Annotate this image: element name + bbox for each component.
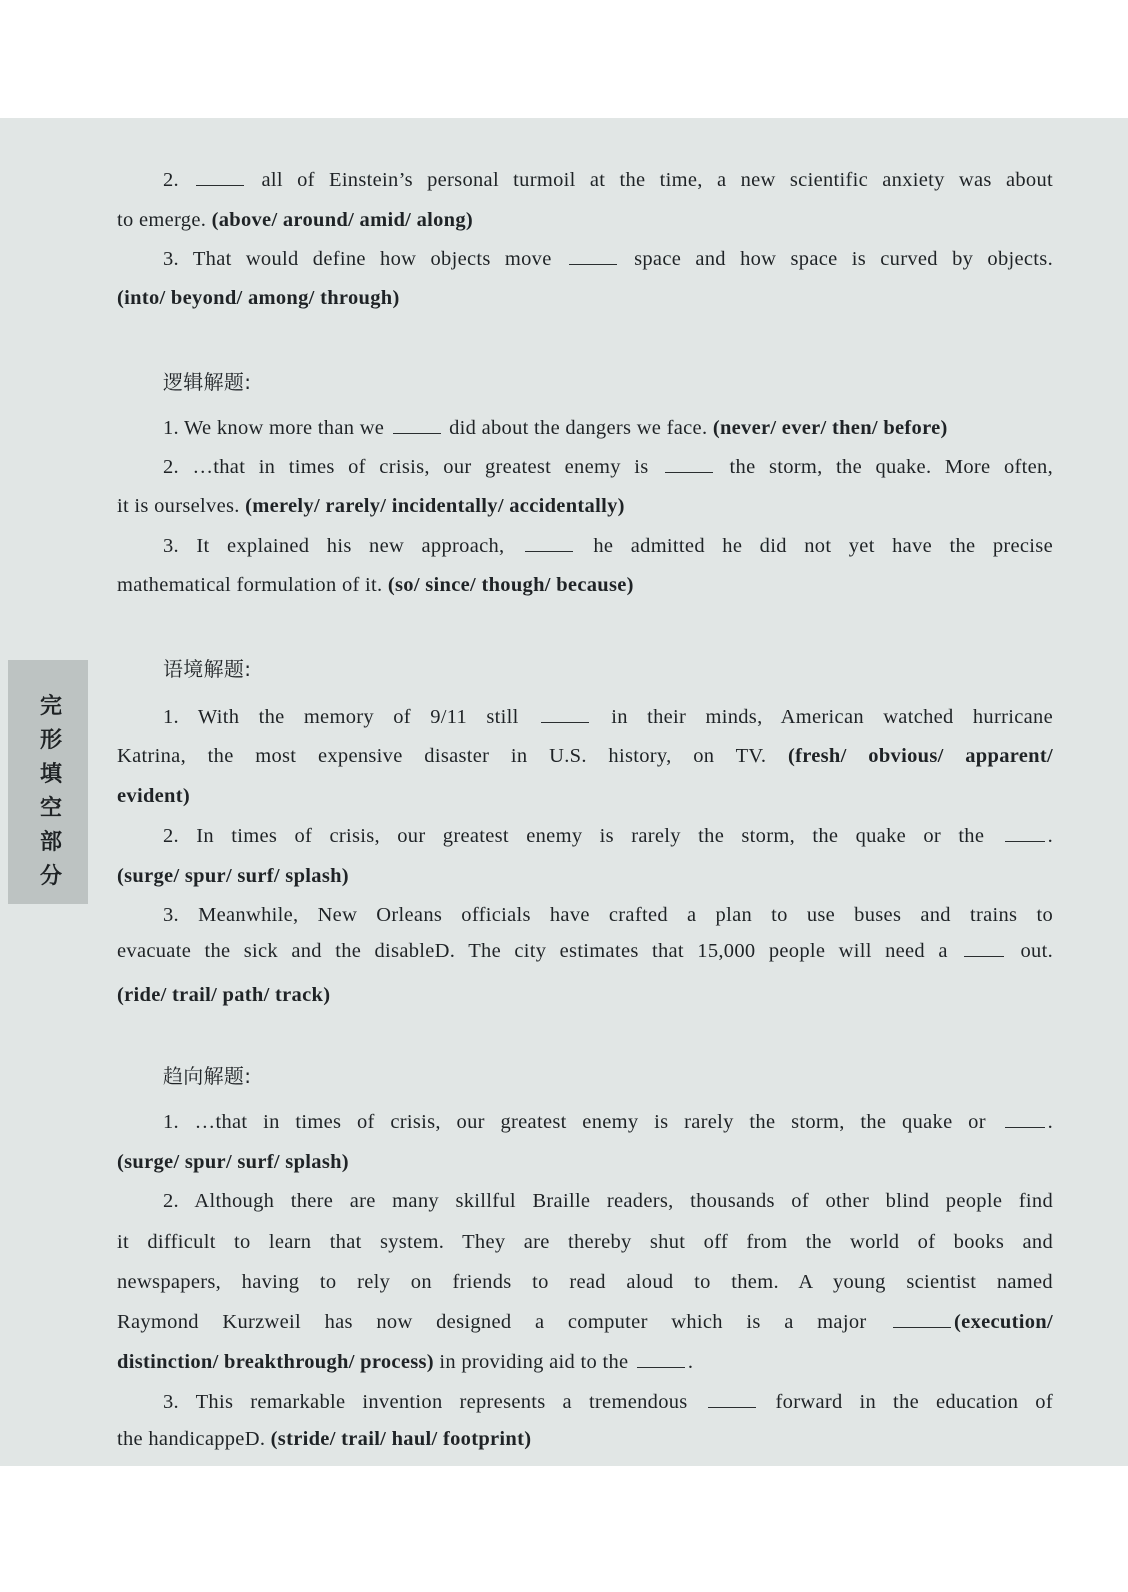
- side-char: 形: [39, 728, 62, 753]
- question-line: [117, 284, 400, 312]
- section-heading: 语境解题:: [163, 657, 252, 681]
- side-char: 完: [39, 694, 62, 719]
- question-line: the handicappeD. (stride/ trail/ haul/ footprint): [117, 1428, 532, 1450]
- question-line: [117, 1148, 349, 1176]
- answer-options: (into/ beyond/ among/ through): [117, 287, 400, 309]
- question-line: 2. Although there are many skillful Braille readers, thousands of other blind people find: [163, 1190, 1053, 1212]
- section-heading: 趋向解题:: [163, 1064, 252, 1088]
- answer-blank: [893, 1313, 951, 1328]
- answer-blank: [964, 942, 1004, 957]
- answer-blank: [665, 458, 713, 473]
- answer-blank: [637, 1353, 685, 1368]
- question-line: 3. This remarkable invention represents a tremendous forward in the education of: [163, 1391, 1053, 1413]
- question-line: 3. Meanwhile, New Orleans officials have crafted a plan to use buses and trains to: [163, 904, 1053, 926]
- answer-blank: [393, 419, 441, 434]
- question-line: 1. We know more than we did about the dangers we face. (never/ ever/ then/ before): [163, 417, 948, 439]
- question-line: 2. In times of crisis, our greatest enemy is rarely the storm, the quake or the .: [163, 825, 1053, 847]
- question-line: to emerge. (above/ around/ amid/ along): [117, 209, 474, 231]
- answer-options: (merely/ rarely/ incidentally/ accidentally): [245, 495, 625, 517]
- side-char: 部: [39, 830, 62, 855]
- question-line: Raymond Kurzweil has now designed a computer which is a major (execution/: [117, 1311, 1053, 1333]
- question-line: Katrina, the most expensive disaster in U.S. history, on TV. (fresh/ obvious/ apparent/: [117, 745, 1053, 767]
- section-side-label: [38, 690, 64, 894]
- question-line: it difficult to learn that system. They are thereby shut off from the world of books and: [117, 1231, 1053, 1253]
- answer-options: (surge/ spur/ surf/ splash): [117, 1151, 349, 1173]
- question-line: newspapers, having to rely on friends to read aloud to them. A young scientist named: [117, 1271, 1053, 1293]
- question-line: 1. …that in times of crisis, our greatest enemy is rarely the storm, the quake or .: [163, 1111, 1053, 1133]
- side-char: 分: [39, 864, 62, 889]
- question-line: 3. It explained his new approach, he admitted he did not yet have the precise: [163, 535, 1053, 557]
- answer-options: (fresh/ obvious/ apparent/: [787, 745, 1053, 767]
- answer-options: distinction/ breakthrough/ process): [117, 1351, 434, 1373]
- answer-blank: [569, 250, 617, 265]
- answer-options: (surge/ spur/ surf/ splash): [117, 865, 349, 887]
- question-line: [117, 981, 330, 1009]
- side-char: 填: [39, 762, 62, 787]
- answer-blank: [196, 171, 244, 186]
- answer-blank: [1005, 1113, 1045, 1128]
- question-line: [117, 782, 190, 810]
- question-line: [117, 862, 349, 890]
- question-line: 1. With the memory of 9/11 still in their minds, American watched hurricane: [163, 706, 1053, 728]
- answer-options: evident): [117, 785, 190, 807]
- answer-options: (ride/ trail/ path/ track): [117, 984, 331, 1006]
- question-line: mathematical formulation of it. (so/ since/ though/ because): [117, 574, 634, 596]
- answer-blank: [708, 1393, 756, 1408]
- question-line: 3. That would define how objects move space and how space is curved by objects.: [163, 248, 1053, 270]
- answer-options: (execution/: [954, 1311, 1053, 1333]
- question-line: 2. all of Einstein’s personal turmoil at the time, a new scientific anxiety was about: [163, 169, 1053, 191]
- answer-blank: [1005, 827, 1045, 842]
- answer-options: (stride/ trail/ haul/ footprint): [270, 1428, 532, 1450]
- question-line: distinction/ breakthrough/ process) in providing aid to the .: [117, 1351, 694, 1373]
- answer-blank: [541, 708, 589, 723]
- answer-options: (never/ ever/ then/ before): [712, 417, 948, 439]
- answer-options: (above/ around/ amid/ along): [211, 209, 474, 231]
- side-char: 空: [39, 796, 62, 821]
- question-line: 2. …that in times of crisis, our greatest enemy is the storm, the quake. More often,: [163, 456, 1053, 478]
- answer-blank: [525, 537, 573, 552]
- question-line: evacuate the sick and the disableD. The city estimates that 15,000 people will need a out.: [117, 940, 1053, 962]
- section-heading: 逻辑解题:: [163, 370, 252, 394]
- answer-options: (so/ since/ though/ because): [387, 574, 634, 596]
- question-line: it is ourselves. (merely/ rarely/ incidentally/ accidentally): [117, 495, 625, 517]
